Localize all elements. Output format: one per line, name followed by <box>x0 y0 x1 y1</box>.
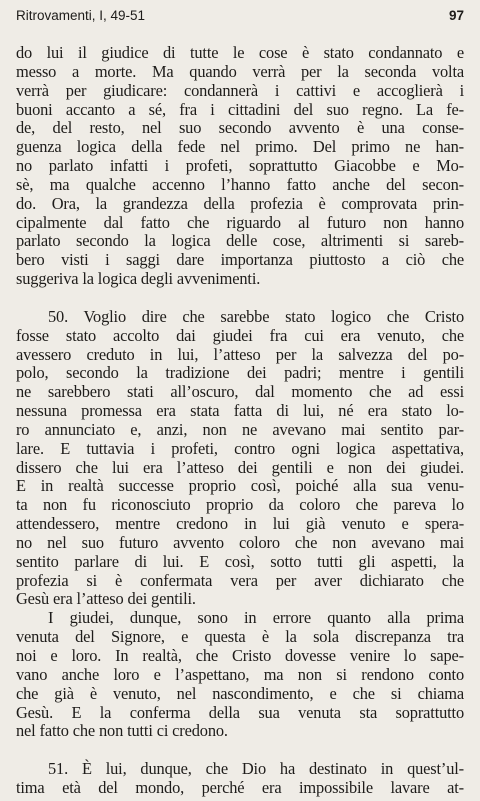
text-line: E in realtà successe proprio così, poiché alla sua venu- <box>16 476 464 496</box>
text-line: guenza logica della fede nel primo. Del primo ne han- <box>16 137 464 157</box>
text-line: lare. E tuttavia i profeti, contro ogni logica aspettativa, <box>16 438 464 458</box>
text-line: verrà per giudicare: condannerà i cattivi e accoglierà i <box>16 80 464 100</box>
text-line: messo a morte. Ma quando verrà per la seconda volta <box>16 61 464 81</box>
text-line: sentito parlare di lui. E così, sotto tutti gli aspetti, la <box>16 551 464 571</box>
page-number: 97 <box>448 8 464 23</box>
text-line: Gesù. E la conferma della sua venuta sta soprattutto <box>16 702 464 722</box>
paragraph-gap <box>16 741 464 760</box>
paragraph-gap <box>16 289 464 308</box>
text-line: ne sarebbero stati all’oscuro, dal momento che ad essi <box>16 382 464 402</box>
text-line: no nel suo futuro avvento coloro che non avevano mai <box>16 532 464 552</box>
text-line: sè, ma qualche accenno l’hanno fatto anche del secon- <box>16 174 464 194</box>
text-line: de, del resto, nel suo secondo avvento è una conse- <box>16 118 464 138</box>
text-line: suggeriva la logica degli avvenimenti. <box>16 269 261 289</box>
paragraph <box>16 760 464 798</box>
text-line: do lui il giudice di tutte le cose è stato condannato e <box>16 43 464 62</box>
text-line: che già è venuto, nel nascondimento, e che si chiama <box>16 683 464 703</box>
text-line: do. Ora, la grandezza della profezia è comprovata prin- <box>16 193 464 213</box>
text-line: noi e loro. In realtà, che Cristo dovesse venire lo sape- <box>16 646 464 665</box>
text-line: no parlato infatti i profeti, soprattutto Giacobbe e Mo- <box>16 156 464 176</box>
running-head-title: Ritrovamenti, I, 49-51 <box>16 8 146 23</box>
text-line: venuta del Signore, e questa è la sola discrepanza tra <box>16 627 464 647</box>
text-line: ro annunciato e, anzi, non ne avevano mai sentito par- <box>16 419 464 439</box>
paragraph <box>16 308 464 610</box>
text-line: profezia si è confermata vera per aver dichiarato che <box>16 570 464 590</box>
text-line: avessero creduto in lui, l’atteso per la salvezza del po- <box>16 344 464 364</box>
text-line: ta non fu riconosciuto proprio da coloro che pareva lo <box>16 495 464 515</box>
text-line: nel fatto che non tutti ci credono. <box>16 721 228 741</box>
text-line: dissero che lui era l’atteso dei gentili e non dei giudei. <box>16 457 464 477</box>
text-line: bero visti i saggi dare importanza piuttosto a ciò che <box>16 250 464 270</box>
text-line: cipalmente dal fatto che riguardo al futuro non hanno <box>16 212 464 232</box>
paragraph <box>16 44 464 289</box>
text-line: Gesù era l’atteso dei gentili. <box>16 589 196 609</box>
text-line: parlato secondo la logica delle cose, altrimenti si sareb- <box>16 231 464 251</box>
paragraph <box>16 609 464 741</box>
text-line: polo, secondo la tradizione dei padri; mentre i gentili <box>16 363 464 383</box>
text-line: I giudei, dunque, sono in errore quanto alla prima <box>48 608 464 628</box>
text-line: nessuna promessa era stata fatta di lui, né era stato lo- <box>16 401 464 421</box>
running-head <box>16 8 464 28</box>
text-line: vano anche loro e l’aspettano, ma non si rendono conto <box>16 664 464 684</box>
text-line: fosse stato accolto dai giudei fra cui era venuto, che <box>16 325 464 345</box>
text-line: attendessero, mentre credono in lui già venuto e spera- <box>16 514 464 534</box>
text-line: 51. È lui, dunque, che Dio ha destinato in quest’ul- <box>48 759 464 779</box>
text-line: tima età del mondo, perché era impossibile lavare at- <box>16 777 464 797</box>
text-line: 50. Voglio dire che sarebbe stato logico che Cristo <box>48 306 464 326</box>
body-text <box>16 44 464 798</box>
text-line: buoni accanto a sé, fra i cittadini del suo regno. La fe- <box>16 99 464 119</box>
